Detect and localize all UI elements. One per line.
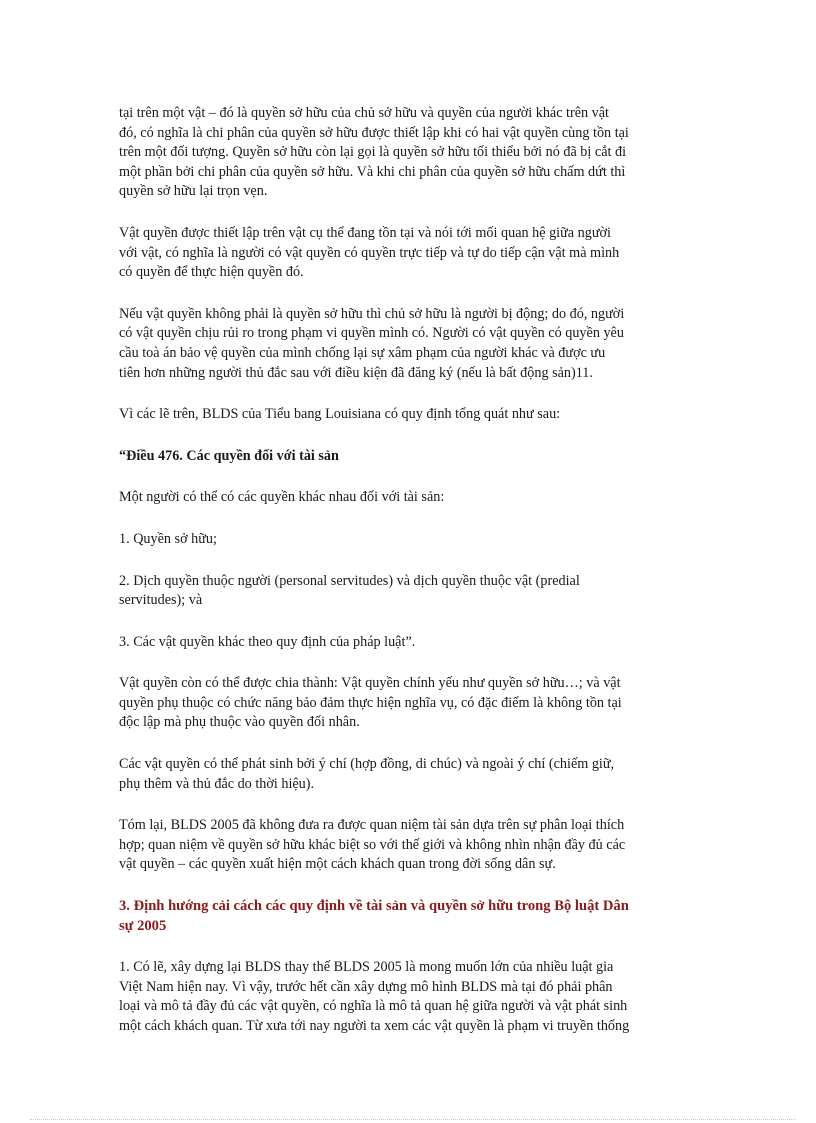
text-line: Một người có thể có các quyền khác nhau đối với tài sản: bbox=[119, 489, 445, 506]
paragraph-6 bbox=[119, 488, 699, 508]
section-title-line: sự 2005 bbox=[119, 917, 167, 934]
document-body bbox=[119, 104, 699, 1059]
text-line: servitudes); và bbox=[119, 592, 203, 609]
text-line: 2. Dịch quyền thuộc người (personal servitudes) và dịch quyền thuộc vật (predial bbox=[119, 572, 580, 589]
text-line: 1. Có lẽ, xây dựng lại BLDS thay thế BLDS 2005 là mong muốn lớn của nhiều luật gia bbox=[119, 959, 614, 976]
paragraph-4 bbox=[119, 405, 699, 425]
paragraph-2 bbox=[119, 224, 699, 283]
page-bottom-divider bbox=[30, 1119, 796, 1120]
text-line: Nếu vật quyền không phải là quyền sở hữu thì chủ sở hữu là người bị động; do đó, người bbox=[119, 305, 625, 322]
text-line: độc lập mà phụ thuộc vào quyền đối nhân. bbox=[119, 714, 360, 731]
text-line: Các vật quyền có thể phát sinh bởi ý chí (hợp đồng, di chúc) và ngoài ý chí (chiếm giữ, bbox=[119, 756, 615, 773]
text-line: hợp; quan niệm về quyền sở hữu khác biệt so với thế giới và không nhìn nhận đầy đủ các bbox=[119, 836, 626, 853]
paragraph-3 bbox=[119, 305, 699, 383]
text-line: có quyền để thực hiện quyền đó. bbox=[119, 264, 304, 281]
paragraph-12 bbox=[119, 816, 699, 875]
text-line: Việt Nam hiện nay. Vì vậy, trước hết cần xây dựng mô hình BLDS mà tại đó phải phân bbox=[119, 978, 613, 995]
paragraph-1 bbox=[119, 104, 699, 202]
text-line: với vật, có nghĩa là người có vật quyền có quyền trực tiếp và tự do tiếp cận vật mà mình bbox=[119, 244, 620, 261]
paragraph-14 bbox=[119, 958, 699, 1036]
text-line: vật quyền – các quyền xuất hiện một cách khách quan trong đời sống dân sự. bbox=[119, 856, 556, 873]
text-line: trên một đối tượng. Quyền sở hữu còn lại gọi là quyền sở hữu tối thiểu bởi nó đã bị cắt đi bbox=[119, 144, 627, 161]
text-line: Vật quyền được thiết lập trên vật cụ thể đang tồn tại và nói tới mối quan hệ giữa người bbox=[119, 224, 611, 241]
paragraph-11 bbox=[119, 755, 699, 794]
text-line: quyền phụ thuộc có chức năng bảo đảm thực hiện nghĩa vụ, có đặc điểm là không tồn tại bbox=[119, 694, 622, 711]
text-line: 3. Các vật quyền khác theo quy định của pháp luật”. bbox=[119, 633, 416, 650]
text-line: phụ thêm và thủ đắc do thời hiệu). bbox=[119, 775, 315, 792]
text-line: đó, có nghĩa là chi phân của quyền sở hữu được thiết lập khi có hai vật quyền cùng tồn tại bbox=[119, 124, 629, 141]
text-line: Tóm lại, BLDS 2005 đã không đưa ra được quan niệm tài sản dựa trên sự phân loại thích bbox=[119, 817, 625, 834]
article-heading bbox=[119, 447, 699, 467]
section-title-line: 3. Định hướng cải cách các quy định về tài sản và quyền sở hữu trong Bộ luật Dân bbox=[119, 898, 629, 915]
text-line: tại trên một vật – đó là quyền sở hữu của chủ sở hữu và quyền của người khác trên vật bbox=[119, 105, 609, 121]
article-title: “Điều 476. Các quyền đối với tài sản bbox=[119, 447, 339, 464]
list-item-1 bbox=[119, 530, 699, 550]
section-heading bbox=[119, 897, 699, 936]
text-line: Vật quyền còn có thể được chia thành: Vật quyền chính yếu như quyền sở hữu…; và vật bbox=[119, 675, 621, 692]
list-item-2 bbox=[119, 572, 699, 611]
paragraph-10 bbox=[119, 674, 699, 733]
text-line: cầu toà án bảo vệ quyền của mình chống lại sự xâm phạm của người khác và được ưu bbox=[119, 344, 606, 361]
list-item-3 bbox=[119, 633, 699, 653]
text-line: có vật quyền chịu rủi ro trong phạm vi quyền mình có. Người có vật quyền có quyền yêu bbox=[119, 325, 624, 342]
text-line: quyền sở hữu lại trọn vẹn. bbox=[119, 183, 268, 200]
text-line: một phần bởi chi phân của quyền sở hữu. Và khi chi phân của quyền sở hữu chấm dứt thì bbox=[119, 163, 626, 180]
text-line: Vì các lẽ trên, BLDS của Tiểu bang Louisiana có quy định tổng quát như sau: bbox=[119, 406, 561, 423]
text-line: tiên hơn những người thủ đắc sau với điều kiện đã đăng ký (nếu là bất động sản)11. bbox=[119, 364, 593, 381]
text-line: 1. Quyền sở hữu; bbox=[119, 530, 217, 547]
text-line: loại và mô tả đầy đủ các vật quyền, có nghĩa là mô tả quan hệ giữa người và vật phát sinh bbox=[119, 998, 628, 1015]
text-line: một cách khách quan. Từ xưa tới nay người ta xem các vật quyền là phạm vi truyền thống bbox=[119, 1018, 630, 1034]
